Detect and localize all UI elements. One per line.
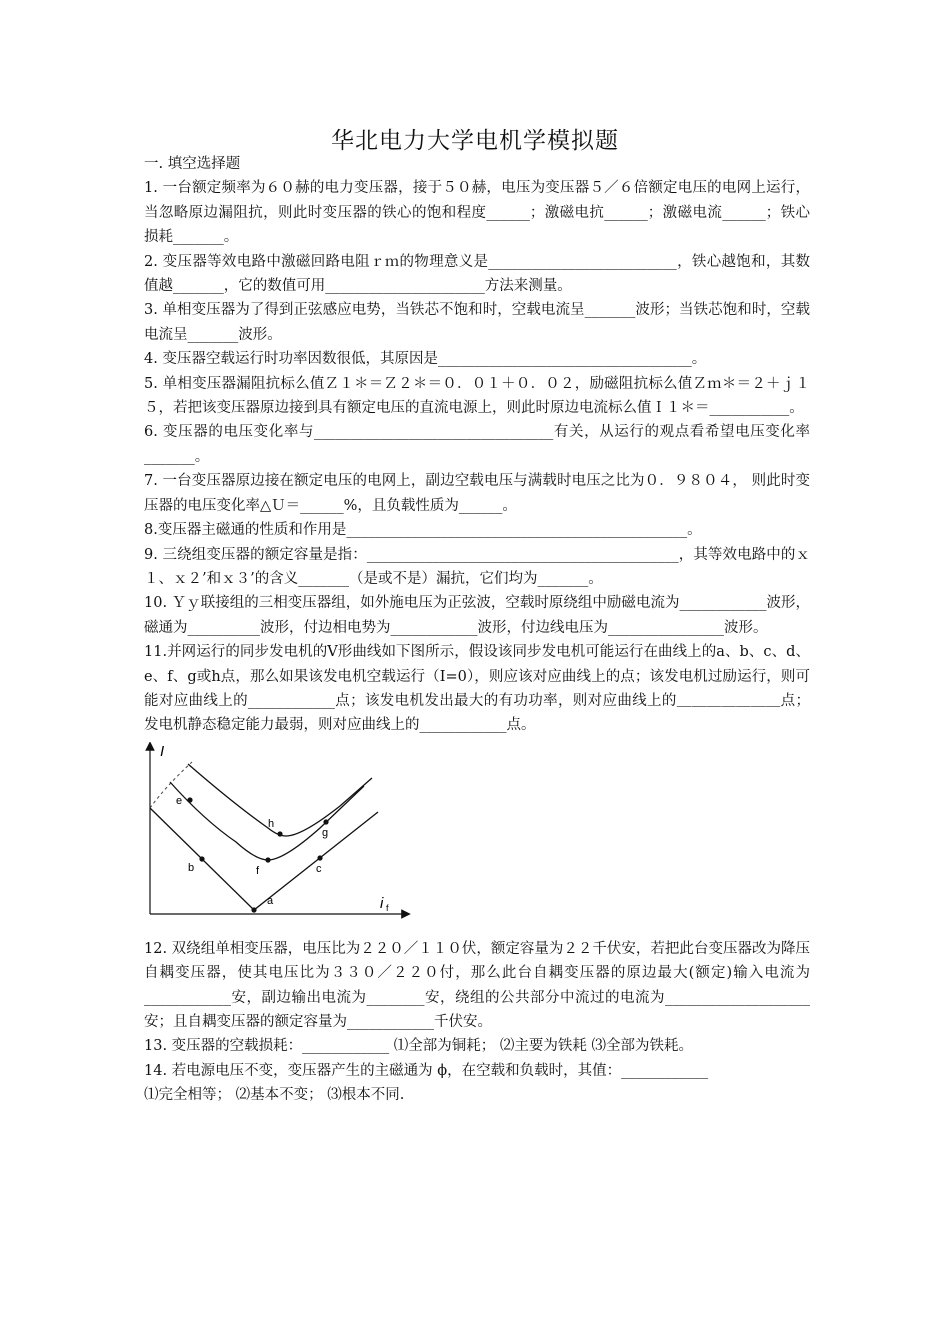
question-2: 2. 变压器等效电路中激磁回路电阻ｒｍ的物理意义是__________________________，铁心越饱和，其数值越_______，它的数值可用______________________方法来测量。 [144, 253, 810, 295]
point-a [251, 907, 256, 912]
label-c: c [316, 862, 322, 875]
question-14-options: ⑴完全相等； ⑵基本不变； ⑶根本不同. [144, 1087, 405, 1104]
label-h: h [268, 817, 275, 830]
label-g: g [322, 826, 329, 839]
v-curve-middle [170, 782, 364, 860]
point-g [323, 819, 328, 824]
question-14: 14. 若电源电压不变，变压器产生的主磁通为 ϕ，在空载和负载时，其值：____________ [144, 1062, 709, 1079]
question-3: 3. 单相变压器为了得到正弦感应电势，当铁芯不饱和时，空载电流呈_______波形；当铁芯饱和时，空载电流呈_______波形。 [144, 302, 810, 343]
page-title: 华北电力大学电机学模拟题 [331, 128, 619, 154]
point-b [199, 856, 204, 861]
question-9: 9. 三绕组变压器的额定容量是指：___________________________________________，其等效电路中的ｘ１、ｘ２’和ｘ３’的含义_______（是或不是）漏抗，它们均为_______。 [144, 546, 810, 587]
v-curve-figure [144, 742, 414, 927]
x-axis-label: i [380, 894, 384, 912]
question-6: 6. 变压器的电压变化率与_________________________________有关，从运行的观点看希望电压变化率_______。 [144, 424, 810, 465]
stability-limit-line [150, 762, 192, 808]
question-4: 4. 变压器空载运行时功率因数很低，其原因是___________________________________。 [144, 351, 707, 368]
point-h [277, 831, 282, 836]
label-a: a [267, 894, 274, 907]
question-12: 12. 双绕组单相变压器，电压比为２２０／１１０伏，额定容量为２２千伏安，若把此台变压器改为降压自耦变压器，使其电压比为３３０／２２０付，那么此台自耦变压器的原边最大(额定)输入电流为____________安，副边输出电流为________安，绕组的公共部分中流过的电流为____________________安；且自耦变压器的额定容量为____________千伏安。 [144, 940, 810, 1030]
label-e: e [176, 794, 183, 807]
v-curve-upper [188, 764, 372, 836]
question-11: 11.并网运行的同步发电机的V形曲线如下图所示，假设该同步发电机可能运行在曲线上的a、b、c、d、e、f、g或h点，那么如果该发电机空载运行（I=0），则应该对应曲线上的点；该发电机过励运行，则可能对应曲线上的____________点；该发电机发出最大的有功功率，则对应曲线上的＿＿＿＿＿＿＿点；发电机静态稳定能力最弱，则对应曲线上的____________点。 [144, 644, 810, 734]
point-f [265, 857, 270, 862]
point-c [317, 855, 322, 860]
v-curve-diagram [144, 742, 414, 927]
question-8: 8.变压器主磁通的性质和作用是_______________________________________________。 [144, 522, 702, 539]
x-axis-subscript: f [386, 902, 389, 913]
question-10: 10. Ｙｙ联接组的三相变压器组，如外施电压为正弦波，空载时原绕组中励磁电流为____________波形，磁通为__________波形，付边相电势为____________波形，付边线电压为________________波形。 [144, 595, 810, 636]
label-f: f [256, 864, 260, 877]
question-5: 5. 单相变压器漏阻抗标么值Ｚ１＊＝Ｚ２＊＝０．０１＋０．０２，励磁阻抗标么值Ｚｍ＊＝２＋ｊ１５，若把该变压器原边接到具有额定电压的直流电源上，则此时原边电流标么值Ｉ１＊＝___________。 [144, 375, 810, 417]
y-axis-label: I [160, 742, 165, 760]
question-7: 7. 一台变压器原边接在额定电压的电网上，副边空载电压与满载时电压之比为０．９８０４， 则此时变压器的电压变化率△Ｕ＝______%，且负载性质为______。 [144, 473, 810, 514]
point-e [187, 797, 192, 802]
label-b: b [188, 861, 195, 874]
question-1: 1. 一台额定频率为６０赫的电力变压器，接于５０赫，电压为变压器５／６倍额定电压的电网上运行，当忽略原边漏阻抗，则此时变压器的铁心的饱和程度______；激磁电抗______；激磁电流______；铁心损耗_______。 [144, 180, 810, 246]
document-body [144, 152, 810, 1108]
question-13: 13. 变压器的空载损耗：____________ ⑴全部为铜耗； ⑵主要为铁耗 ⑶全部为铁耗。 [144, 1038, 693, 1055]
section-heading: 一. 填空选择题 [144, 156, 241, 172]
